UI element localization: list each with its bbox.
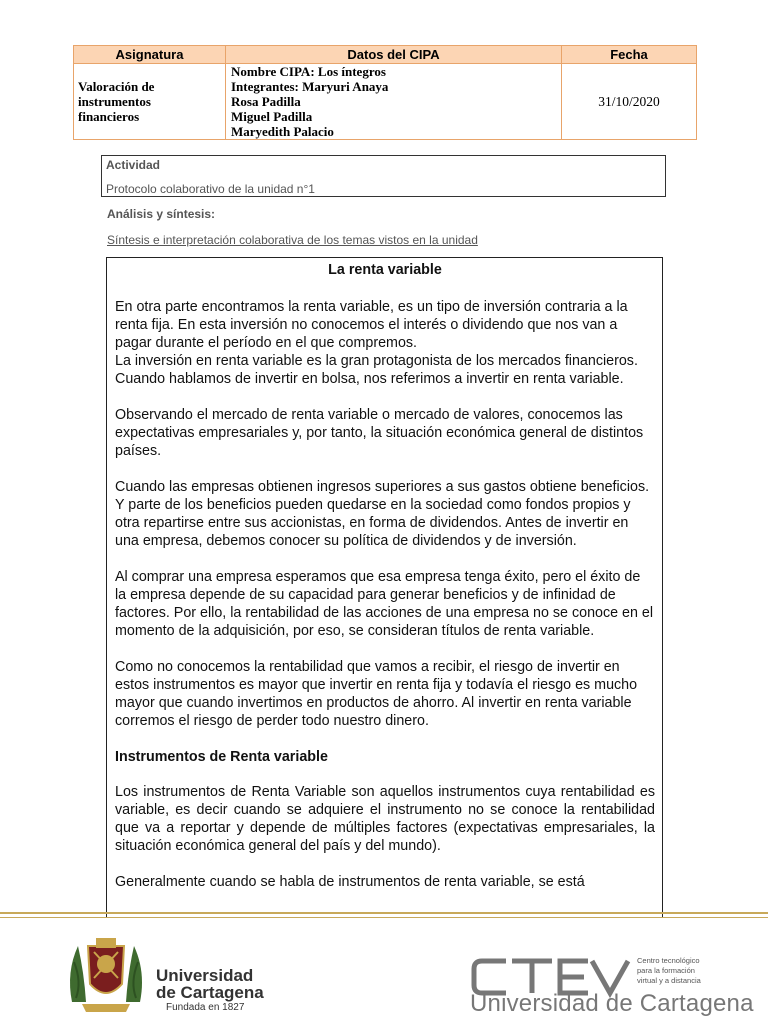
header-col-date: Fecha xyxy=(562,46,697,64)
paragraph: Observando el mercado de renta variable o mercado de valores, conocemos las expectativas empresariales y, por tanto, la situación económica general de distintos países. xyxy=(115,407,644,459)
footer-divider xyxy=(0,917,768,918)
footer xyxy=(0,918,768,1024)
subject-cell xyxy=(74,64,226,140)
activity-value: Protocolo colaborativo de la unidad n°1 xyxy=(106,182,315,196)
activity-label: Actividad xyxy=(106,158,161,172)
university-name-line: Universidad xyxy=(156,966,254,985)
footer-divider xyxy=(0,912,768,914)
cipa-name: Nombre CIPA: Los íntegros xyxy=(231,64,386,79)
paragraph: Cuando las empresas obtienen ingresos superiores a sus gastos obtiene beneficios. Y parte de los beneficios pueden quedarse en la sociedad como fondos propios y otra repartirse entre sus accionistas, en forma de dividendos. Antes de invertir en una empresa, debemos conocer su política de dividendos y de inversión. xyxy=(115,479,650,549)
analysis-title: Análisis y síntesis: xyxy=(107,207,216,221)
university-founded: Fundada en 1827 xyxy=(166,1002,245,1013)
ctev-tagline-line: Centro tecnológico xyxy=(637,956,700,965)
paragraph: En otra parte encontramos la renta variable, es un tipo de inversión contraria a la renta fija. En esta inversión no conocemos el interés o dividendo que nos van a pagar durante el período en el que compremos. xyxy=(115,299,628,351)
analysis-subtitle: Síntesis e interpretación colaborativa de los temas vistos en la unidad xyxy=(107,233,478,247)
header-col-cipa: Datos del CIPA xyxy=(226,46,562,64)
paragraph: La inversión en renta variable es la gran protagonista de los mercados financieros. Cuando hablamos de invertir en bolsa, nos referimos a invertir en renta variable. xyxy=(115,353,638,387)
cipa-members-cell xyxy=(226,64,562,140)
subject-line: financieros xyxy=(78,109,140,124)
header-table xyxy=(73,45,697,140)
content-title: La renta variable xyxy=(328,262,442,278)
university-name xyxy=(156,967,264,1001)
header-col-subject: Asignatura xyxy=(74,46,226,64)
paragraph: Generalmente cuando se habla de instrumentos de renta variable, se está xyxy=(115,874,585,890)
paragraph: Como no conocemos la rentabilidad que vamos a recibir, el riesgo de invertir en estos instrumentos es mayor que invertir en renta fija y todavía el riesgo es mucho mayor que cuando invertimos en productos de ahorro. Al invertir en renta variable corremos el riesgo de perder todo nuestro dinero. xyxy=(115,659,638,729)
activity-box xyxy=(101,155,666,197)
member-line: Maryedith Palacio xyxy=(231,124,334,139)
section-subtitle: Instrumentos de Renta variable xyxy=(115,749,328,765)
paragraph: Al comprar una empresa esperamos que esa empresa tenga éxito, pero el éxito de la empresa depende de su capacidad para generar beneficios y de infinidad de factores. Por ello, la rentabilidad de las acciones de una empresa no se conoce en el momento de la adquisición, por eso, se consideran títulos de renta variable. xyxy=(115,569,654,639)
ctev-university-name: Universidad de Cartagena xyxy=(470,990,754,1017)
member-line: Miguel Padilla xyxy=(231,109,313,124)
university-name-line: de Cartagena xyxy=(156,983,264,1002)
member-line: Rosa Padilla xyxy=(231,94,301,109)
ctev-tagline-line: virtual y a distancia xyxy=(637,976,701,985)
member-line: Integrantes: Maryuri Anaya xyxy=(231,79,389,94)
paragraph: Los instrumentos de Renta Variable son aquellos instrumentos cuya rentabilidad es variable, es decir cuando se adquiere el instrumento no se conoce la rentabilidad que va a reportar y depende de múltiples factores (expectativas empresariales, la situación económica general del país y del mundo). xyxy=(115,784,655,854)
date-cell: 31/10/2020 xyxy=(562,64,697,140)
ctev-tagline-line: para la formación xyxy=(637,966,695,975)
university-crest-logo xyxy=(64,932,148,1018)
subject-line: instrumentos xyxy=(78,94,151,109)
subject-line: Valoración de xyxy=(78,79,155,94)
content-box xyxy=(106,257,663,917)
ctev-tagline xyxy=(637,956,701,986)
